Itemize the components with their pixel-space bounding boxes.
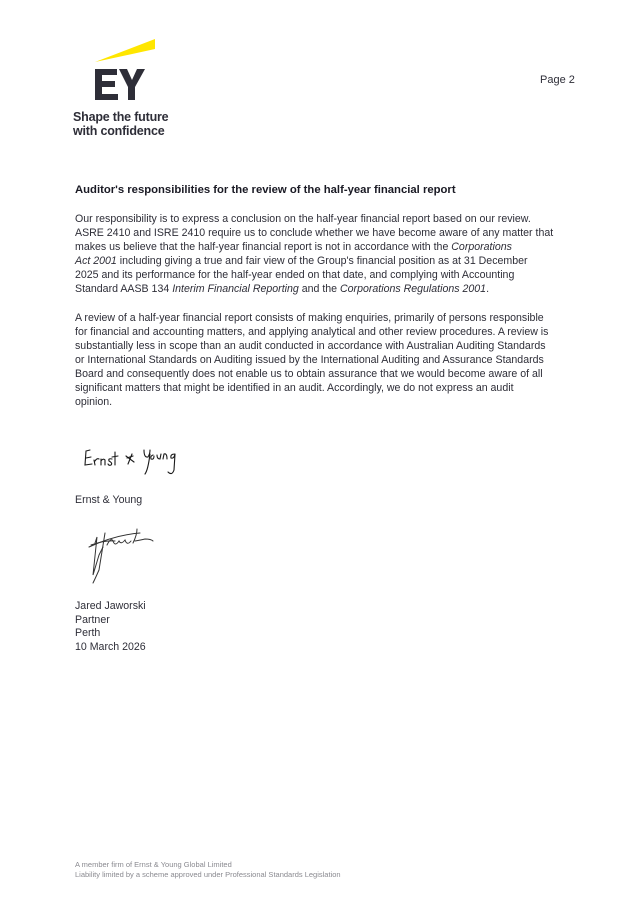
firm-signature: [82, 440, 182, 485]
paragraph-line: Act 2001 including giving a true and fair view of the Group's financial position as at 31 December: [75, 255, 528, 267]
paragraph-line: Standard AASB 134 Interim Financial Reporting and the Corporations Regulations 2001.: [75, 283, 490, 295]
paragraph-line: makes us believe that the half-year financial report is not in accordance with the Corporations: [75, 241, 512, 253]
paragraph-line: or International Standards on Auditing issued by the International Auditing and Assurance Standards: [75, 354, 544, 366]
section-heading: Auditor's responsibilities for the review of the half-year financial report: [75, 184, 456, 196]
paragraph-line: Board and consequently does not enable us to obtain assurance that we would become aware of all: [75, 368, 543, 380]
page-number: Page 2: [540, 74, 575, 86]
tagline-line-1: Shape the future: [73, 110, 169, 124]
partner-title: Partner: [75, 613, 110, 626]
signing-location: Perth: [75, 627, 101, 639]
paragraph-line: significant matters that might be identified in an audit. Accordingly, we do not express an audit: [75, 382, 514, 394]
paragraph-review-scope: [75, 311, 615, 409]
tagline-line-2: with confidence: [73, 124, 165, 138]
partner-name: Jared Jaworski: [75, 600, 146, 612]
paragraph-line: Our responsibility is to express a conclusion on the half-year financial report based on our review.: [75, 213, 531, 225]
paragraph-line: for financial and accounting matters, and applying analytical and other review procedures. A review is: [75, 326, 549, 338]
paragraph-line: ASRE 2410 and ISRE 2410 require us to conclude whether we have become aware of any matter that: [75, 227, 554, 239]
paragraph-responsibility: [75, 212, 615, 296]
tagline: [73, 110, 168, 138]
paragraph-line: 2025 and its performance for the half-year ended on that date, and complying with Accounting: [75, 269, 515, 281]
signer-block: [75, 600, 146, 654]
footer-liability: Liability limited by a scheme approved under Professional Standards Legislation: [75, 870, 341, 879]
paragraph-line: A review of a half-year financial report consists of making enquiries, primarily of persons responsible: [75, 312, 544, 324]
footer-member-firm: A member firm of Ernst & Young Global Limited: [75, 860, 232, 869]
paragraph-line: opinion.: [75, 396, 113, 408]
handwritten-signature-icon: [82, 440, 182, 480]
footer: [75, 860, 341, 880]
handwritten-signature-icon: [85, 525, 160, 585]
ey-logo-icon: [73, 37, 173, 109]
signing-date: 10 March 2026: [75, 640, 146, 653]
firm-name: Ernst & Young: [75, 494, 143, 506]
paragraph-line: substantially less in scope than an audit conducted in accordance with Australian Auditing Standards: [75, 340, 546, 352]
partner-signature: [85, 525, 160, 590]
